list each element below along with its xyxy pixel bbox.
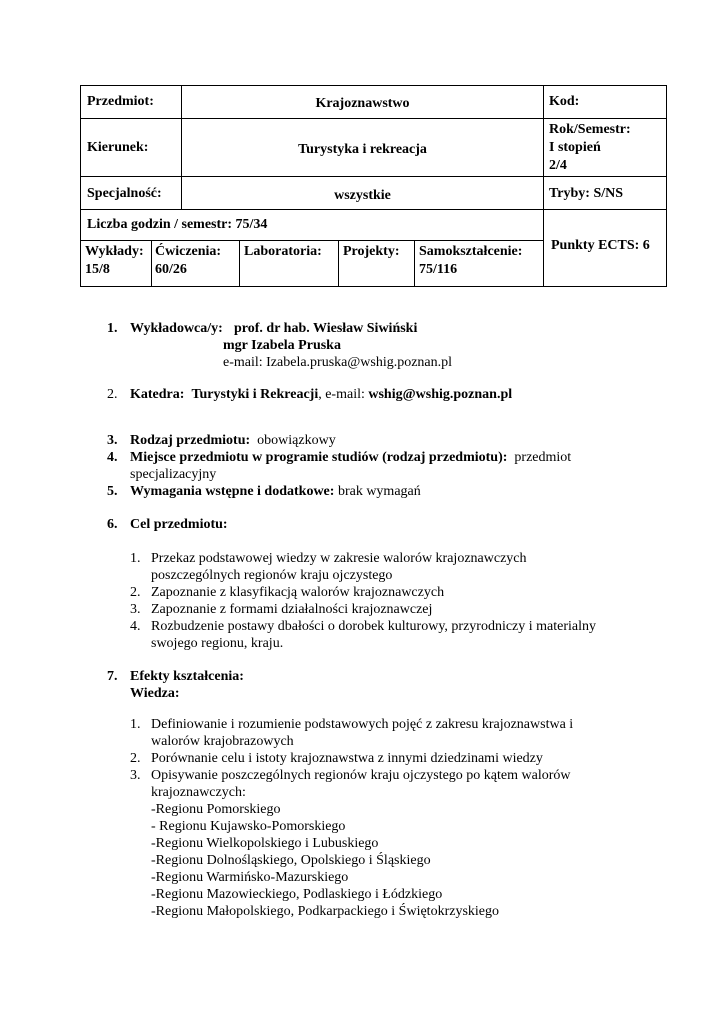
wyklady-value: 15/8 — [85, 262, 110, 277]
section-4-number: 4. — [107, 450, 118, 465]
lecturer-email: e-mail: Izabela.pruska@wshig.poznan.pl — [223, 355, 453, 370]
liczba-godzin: Liczba godzin / semestr: 75/34 — [87, 217, 268, 232]
cel-item-4-line-1: Rozbudzenie postawy dbałości o dorobek kulturowy, przyrodniczy i materialny — [151, 619, 597, 634]
rodzaj-value: obowiązkowy — [257, 433, 336, 448]
region-item: -Regionu Wielkopolskiego i Lubuskiego — [151, 836, 379, 851]
miejsce-line — [130, 449, 571, 466]
cel-item-1-line-2: poszczególnych regionów kraju ojczystego — [151, 568, 393, 583]
tryby: Tryby: S/NS — [549, 186, 624, 201]
section-5-number: 5. — [107, 484, 118, 499]
efekty-item-number: 1. — [130, 717, 141, 732]
section-3-number: 3. — [107, 433, 118, 448]
rok-semestr-value: 2/4 — [549, 158, 567, 173]
efekty-item-number: 2. — [130, 751, 141, 766]
region-item: -Regionu Mazowieckiego, Podlaskiego i Łódzkiego — [151, 887, 443, 902]
region-item: -Regionu Pomorskiego — [151, 802, 281, 817]
laboratoria-label: Laboratoria: — [244, 244, 322, 259]
cwiczenia-label: Ćwiczenia: — [155, 244, 222, 259]
lecturer-name-1: prof. dr hab. Wiesław Siwiński — [234, 321, 418, 336]
kierunek-label: Kierunek: — [87, 140, 149, 155]
samoksztalcenie-value: 75/116 — [419, 262, 458, 277]
punkty-ects: Punkty ECTS: 6 — [551, 238, 650, 253]
efekty-item-number: 3. — [130, 768, 141, 783]
cel-label: Cel przedmiotu: — [130, 517, 228, 532]
rok-stopien: I stopień — [549, 140, 601, 155]
wymagania-line — [130, 483, 421, 500]
efekty-label: Efekty kształcenia: — [130, 669, 244, 684]
lecturer-name-2: mgr Izabela Pruska — [223, 338, 341, 353]
efekty-item-1-line-2: walorów krajobrazowych — [151, 734, 294, 749]
katedra-value: Turystyki i Rekreacji — [191, 387, 319, 402]
projekty-label: Projekty: — [343, 244, 400, 259]
region-item: -Regionu Dolnośląskiego, Opolskiego i Śląskiego — [151, 853, 431, 868]
rodzaj-label: Rodzaj przedmiotu: — [130, 433, 251, 448]
katedra-line — [130, 386, 512, 403]
efekty-item-1-line-1: Definiowanie i rozumienie podstawowych pojęć z zakresu krajoznawstwa i — [151, 717, 574, 732]
cel-item-number: 4. — [130, 619, 141, 634]
cwiczenia-value: 60/26 — [155, 262, 187, 277]
course-header-table — [80, 85, 667, 287]
miejsce-label: Miejsce przedmiotu w programie studiów (rodzaj przedmiotu): — [130, 450, 508, 465]
specjalnosc-label: Specjalność: — [87, 186, 162, 201]
cel-item-number: 2. — [130, 585, 141, 600]
section-2-number: 2. — [107, 387, 118, 402]
cel-item-2: Zapoznanie z klasyfikacją walorów krajoznawczych — [151, 585, 445, 600]
rodzaj-line — [130, 432, 336, 449]
miejsce-value-1: przedmiot — [514, 450, 572, 465]
efekty-item-2: Porównanie celu i istoty krajoznawstwa z innymi dziedzinami wiedzy — [151, 751, 543, 766]
section-1-number: 1. — [107, 321, 118, 336]
cel-item-4-line-2: swojego regionu, kraju. — [151, 636, 284, 651]
wiedza-label: Wiedza: — [130, 686, 180, 701]
wymagania-label: Wymagania wstępne i dodatkowe: — [130, 484, 335, 499]
przedmiot-value: Krajoznawstwo — [315, 96, 410, 111]
cel-item-3: Zapoznanie z formami działalności krajoznawczej — [151, 602, 433, 617]
samoksztalcenie-label: Samokształcenie: — [419, 244, 523, 259]
section-6-number: 6. — [107, 517, 118, 532]
katedra-email-prefix: , e-mail: — [318, 387, 369, 402]
wymagania-value: brak wymagań — [337, 484, 421, 499]
section-7-number: 7. — [107, 669, 118, 684]
region-item: -Regionu Małopolskiego, Podkarpackiego i Świętokrzyskiego — [151, 904, 499, 919]
region-item: - Regionu Kujawsko-Pomorskiego — [151, 819, 346, 834]
cel-item-number: 1. — [130, 551, 141, 566]
katedra-label: Katedra: — [130, 387, 185, 402]
efekty-item-3-line-1: Opisywanie poszczególnych regionów kraju ojczystego po kątem walorów — [151, 768, 571, 783]
przedmiot-label: Przedmiot: — [87, 94, 154, 109]
cel-item-1-line-1: Przekaz podstawowej wiedzy w zakresie walorów krajoznawczych — [151, 551, 527, 566]
wyklady-label: Wykłady: — [85, 244, 144, 259]
katedra-email: wshig@wshig.poznan.pl — [368, 387, 513, 402]
kierunek-value: Turystyka i rekreacja — [298, 142, 427, 157]
cel-item-number: 3. — [130, 602, 141, 617]
efekty-item-3-line-2: krajoznawczych: — [151, 785, 246, 800]
region-item: -Regionu Warmińsko-Mazurskiego — [151, 870, 349, 885]
kod-label: Kod: — [549, 94, 580, 109]
specjalnosc-value: wszystkie — [334, 188, 391, 203]
miejsce-value-2: specjalizacyjny — [130, 467, 217, 482]
lecturer-label: Wykładowca/y: — [130, 321, 223, 336]
rok-semestr-label: Rok/Semestr: — [549, 122, 631, 137]
